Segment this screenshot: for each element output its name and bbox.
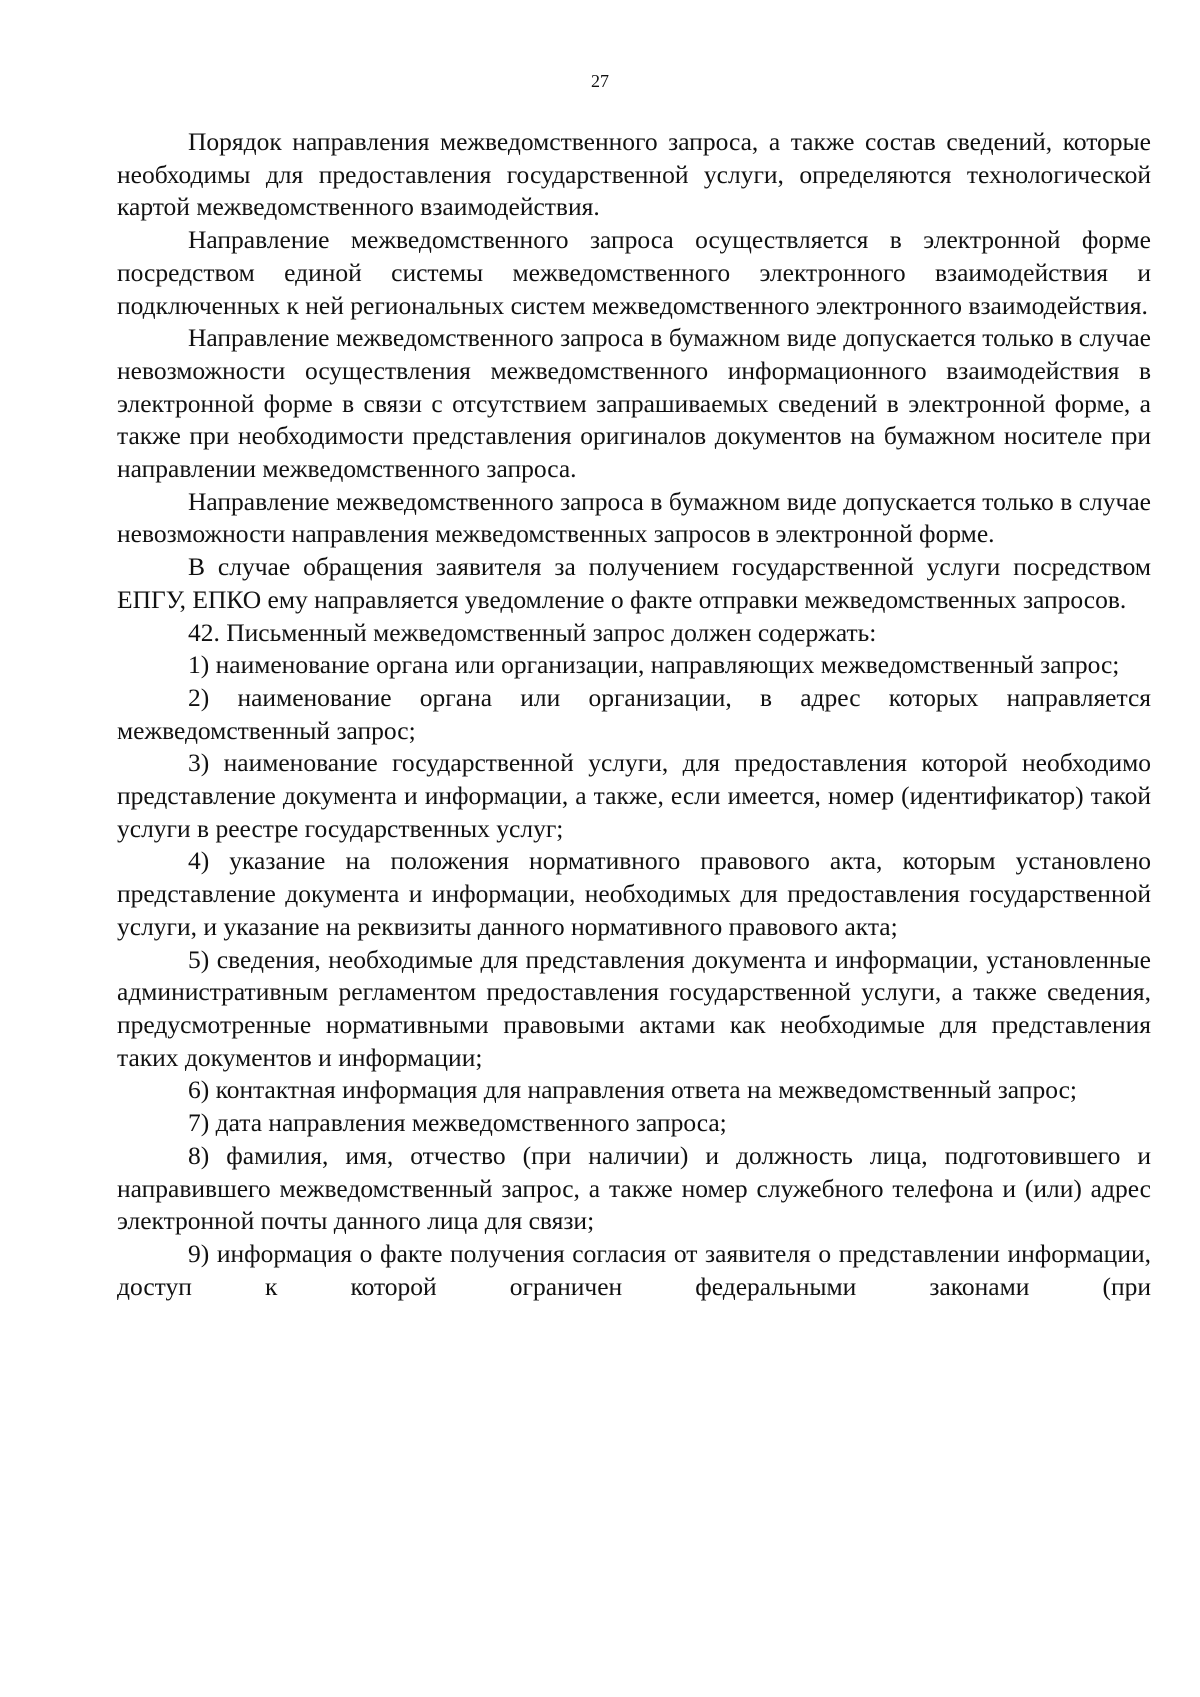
paragraph: Направление межведомственного запроса в бумажном виде допускается только в случае невозможности осуществления межведомственного информационного взаимодействия в электронной форме в связи с отсутствием запрашиваемых сведений в электронной форме, а также при необходимости представления оригиналов документов на бумажном носителе при направлении межведомственного запроса. — [117, 323, 1151, 484]
list-item: 5) сведения, необходимые для представления документа и информации, установленные административным регламентом предоставления государственной услуги, а также сведения, предусмотренные нормативными правовыми актами как необходимые для представления таких документов и информации; — [117, 944, 1151, 1072]
list-item: 3) наименование государственной услуги, для предоставления которой необходимо представление документа и информации, а также, если имеется, номер (идентификатор) такой услуги в реестре государственных услуг; — [117, 748, 1151, 843]
list-item: 6) контактная информация для направления ответа на межведомственный запрос; — [188, 1075, 1077, 1105]
paragraph: Направление межведомственного запроса в бумажном виде допускается только в случае невозможности направления межведомственных запросов в электронной форме. — [117, 486, 1151, 549]
list-item: 8) фамилия, имя, отчество (при наличии) и должность лица, подготовившего и направившего межведомственный запрос, а также номер служебного телефона и (или) адрес электронной почты данного лица для связи; — [117, 1140, 1151, 1236]
list-item: 7) дата направления межведомственного запроса; — [188, 1108, 727, 1138]
paragraph: В случае обращения заявителя за получением государственной услуги посредством ЕПГУ, ЕПКО ему направляется уведомление о факте отправки межведомственных запросов. — [117, 552, 1151, 614]
page-number: 27 — [591, 71, 609, 91]
list-item: 1) наименование органа или организации, направляющих межведомственный запрос; — [188, 650, 1120, 680]
paragraph-item-42: 42. Письменный межведомственный запрос должен содержать: — [188, 617, 877, 647]
paragraph: Порядок направления межведомственного запроса, а также состав сведений, которые необходимы для предоставления государственной услуги, определяются технологической картой межведомственного взаимодействия. — [117, 127, 1151, 222]
paragraph: Направление межведомственного запроса осуществляется в электронной форме посредством единой системы межведомственного электронного взаимодействия и подключенных к ней региональных систем межведомственного электронного взаимодействия. — [117, 225, 1151, 320]
list-item: 2) наименование органа или организации, в адрес которых направляется межведомственный запрос; — [117, 682, 1151, 745]
list-item: 4) указание на положения нормативного правового акта, которым установлено представление документа и информации, необходимых для предоставления государственной услуги, и указание на реквизиты данного нормативного правового акта; — [117, 846, 1151, 941]
list-item-continued: 9) информация о факте получения согласия от заявителя о представлении информации, доступ к которой ограничен федеральными законами (при — [117, 1238, 1151, 1301]
document-body — [117, 126, 1151, 1303]
